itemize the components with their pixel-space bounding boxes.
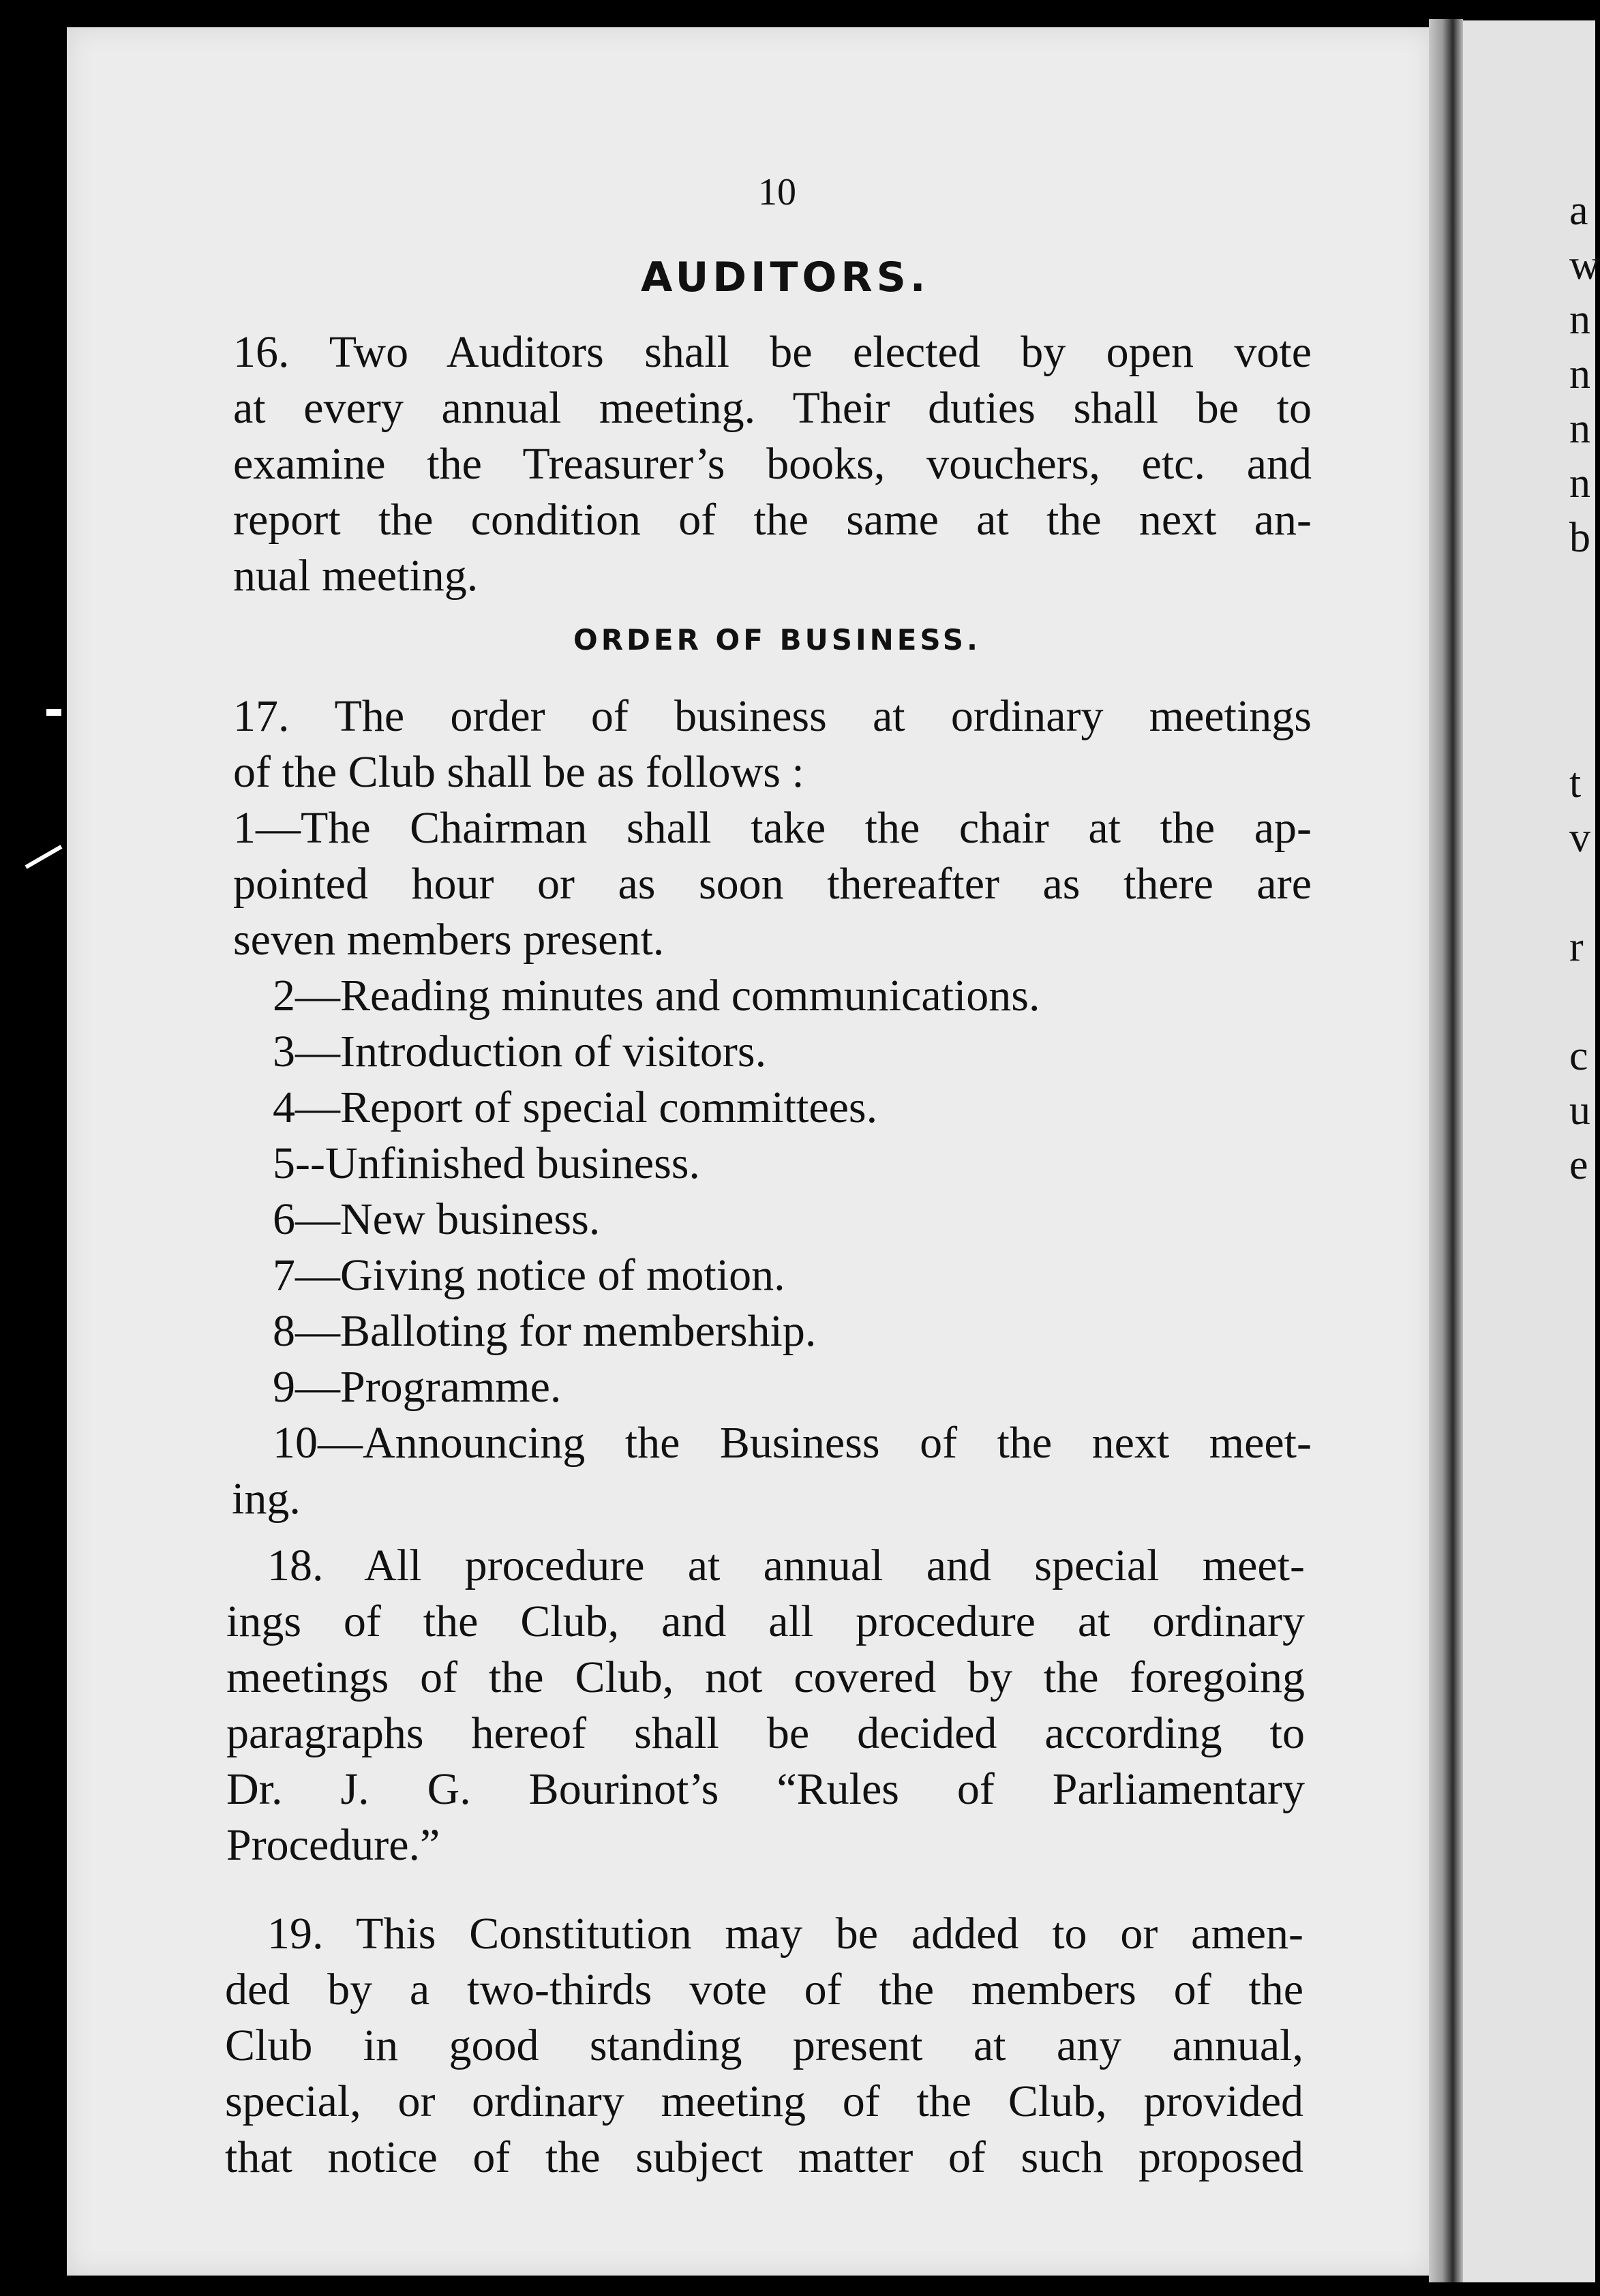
text-line: meetings of the Club, not covered by the foregoing — [226, 1652, 1305, 1702]
scan-artifact — [25, 845, 63, 868]
facing-page-fragment: v — [1569, 815, 1590, 861]
text-line: Procedure.” — [226, 1820, 440, 1870]
list-item: 9—Programme. — [273, 1362, 562, 1412]
page-gutter — [1429, 19, 1463, 2282]
facing-page-fragment: u — [1569, 1087, 1590, 1134]
text-line: that notice of the subject matter of such proposed — [225, 2132, 1303, 2182]
scan-artifact — [46, 709, 61, 716]
facing-page-fragment: t — [1569, 760, 1582, 806]
text-line: examine the Treasurer’s books, vouchers, etc. and — [233, 439, 1312, 489]
text-line: 10—Announcing the Business of the next meet- — [273, 1418, 1312, 1468]
text-line: Club in good standing present at any annual, — [225, 2021, 1303, 2070]
section-heading-auditors: AUDITORS. — [641, 254, 930, 301]
facing-page-fragment: r — [1569, 924, 1584, 970]
text-line: report the condition of the same at the next an- — [233, 495, 1312, 545]
text-line: 19. This Constitution may be added to or amen- — [267, 1909, 1303, 1959]
list-item: 4—Report of special committees. — [273, 1083, 878, 1132]
text-line: at every annual meeting. Their duties shall be to — [233, 383, 1312, 433]
paragraph-17 — [233, 689, 1312, 968]
paragraph-16 — [233, 324, 1312, 604]
text-line: 16. Two Auditors shall be elected by open vote — [233, 327, 1312, 377]
facing-page-fragment: n — [1569, 351, 1590, 397]
text-line: seven members present. — [233, 915, 665, 965]
text-line: ing. — [232, 1474, 301, 1524]
list-item: 2—Reading minutes and communications. — [273, 971, 1040, 1021]
list-item: 3—Introduction of visitors. — [273, 1027, 767, 1076]
page-number: 10 — [758, 171, 796, 213]
text-line: 17. The order of business at ordinary meetings — [233, 691, 1312, 741]
text-line: of the Club shall be as follows : — [233, 747, 804, 797]
list-item: 8—Balloting for membership. — [273, 1306, 817, 1356]
text-line: special, or ordinary meeting of the Club, provided — [225, 2076, 1303, 2126]
text-line: ings of the Club, and all procedure at ordinary — [226, 1597, 1305, 1646]
facing-page-fragment: b — [1569, 515, 1590, 561]
facing-page-fragment: n — [1569, 406, 1590, 452]
text-line: ded by a two-thirds vote of the members of the — [225, 1965, 1303, 2014]
facing-page-fragment: c — [1569, 1033, 1588, 1079]
text-line: pointed hour or as soon thereafter as there are — [233, 859, 1312, 909]
list-item: 6—New business. — [273, 1194, 601, 1244]
text-line: paragraphs hereof shall be decided according to — [226, 1708, 1305, 1758]
facing-page-fragment: a — [1569, 187, 1588, 234]
paragraph-19 — [225, 1906, 1303, 2186]
paragraph-18 — [226, 1538, 1305, 1873]
facing-page-fragment: n — [1569, 297, 1590, 343]
list-item: 7—Giving notice of motion. — [273, 1250, 785, 1300]
facing-page-fragment: e — [1569, 1142, 1588, 1188]
list-item-10 — [232, 1415, 1312, 1527]
text-line: 1—The Chairman shall take the chair at the ap- — [233, 803, 1312, 853]
text-line: 18. All procedure at annual and special meet- — [267, 1541, 1305, 1590]
list-item: 5--Unfinished business. — [273, 1138, 700, 1188]
facing-page-fragment: w — [1569, 242, 1600, 288]
text-line: nual meeting. — [233, 551, 479, 601]
section-heading-order-of-business: ORDER OF BUSINESS. — [573, 623, 981, 656]
facing-page-fragment: n — [1569, 460, 1590, 507]
text-line: Dr. J. G. Bourinot’s “Rules of Parliamentary — [226, 1764, 1305, 1814]
